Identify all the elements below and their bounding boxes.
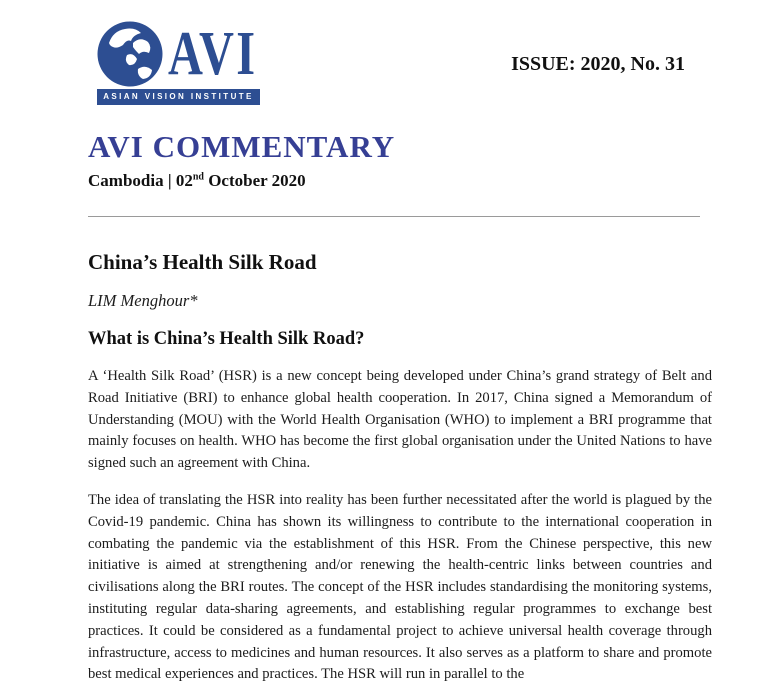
avi-logo bbox=[97, 21, 260, 105]
paragraph-2: The idea of translating the HSR into reality has been further necessitated after the world is plagued by the Covid-19 pandemic. China has shown its willingness to contribute to the international cooperation in combating the pandemic via the establishment of this HSR. From the Chinese perspective, this new initiative is aimed at strengthening and/or renewing the health-centric links between countries and civilisations along the BRI routes. The concept of the HSR includes standardising the monitoring systems, instituting regular data-sharing agreements, and establishing regular programmes to exchange best practices. It could be considered as a fundamental project to achieve universal health coverage through infrastructure, access to medicines and human resources. It also serves as a platform to share and promote best medical experiences and practices. The HSR will run in parallel to the bbox=[88, 491, 712, 683]
globe-icon bbox=[97, 21, 163, 87]
issue-label: ISSUE: 2020, No. 31 bbox=[511, 53, 685, 75]
section-heading: What is China’s Health Silk Road? bbox=[88, 329, 365, 349]
dateline-prefix: Cambodia | 02 bbox=[88, 171, 193, 190]
logo-top-row bbox=[97, 21, 260, 87]
paragraph-1: A ‘Health Silk Road’ (HSR) is a new concept being developed under China’s grand strategy of Belt and Road Initiative (BRI) to enhance global health cooperation. In 2017, China signed a Memorandum of Understanding (MOU) with the World Health Organisation (WHO) to implement a BRI programme that mainly focuses on health. WHO has become the first global organisation under the United Nations to have signed such an agreement with China. bbox=[88, 368, 712, 472]
logo-acronym: AVI bbox=[168, 20, 258, 88]
article bbox=[88, 249, 712, 686]
article-author: LIM Menghour* bbox=[88, 291, 198, 310]
dateline-ordinal: nd bbox=[192, 171, 204, 183]
article-title: China’s Health Silk Road bbox=[88, 250, 317, 274]
dateline-suffix: October 2020 bbox=[203, 171, 306, 190]
horizontal-divider bbox=[88, 216, 700, 217]
masthead-title: AVI COMMENTARY bbox=[88, 129, 396, 164]
dateline bbox=[88, 171, 306, 191]
logo-org-name: ASIAN VISION INSTITUTE bbox=[97, 89, 260, 105]
